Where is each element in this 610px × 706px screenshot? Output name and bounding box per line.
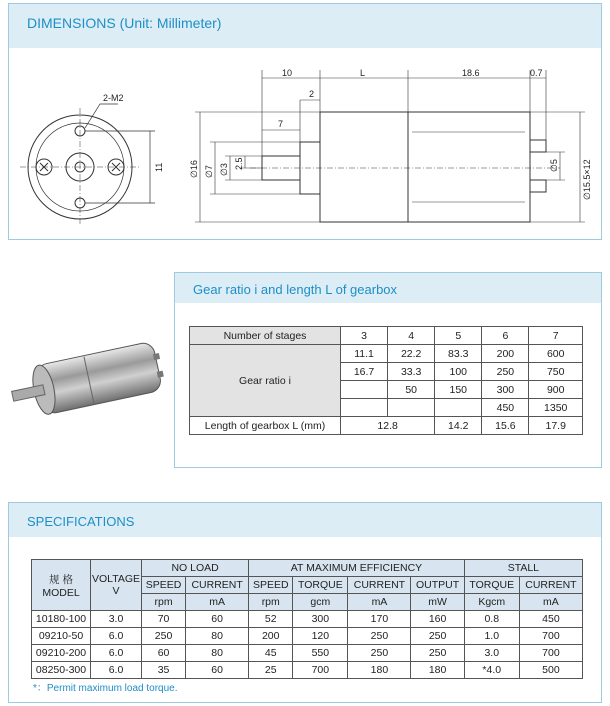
spec-cell: 120 bbox=[293, 628, 348, 645]
unit-kgcm: Kgcm bbox=[464, 594, 519, 611]
spec-cell: 170 bbox=[348, 611, 411, 628]
length-cell: 17.9 bbox=[529, 417, 583, 435]
side-view bbox=[195, 70, 585, 222]
unit-gcm: gcm bbox=[293, 594, 348, 611]
spec-cell: 80 bbox=[186, 628, 249, 645]
spec-cell: 3.0 bbox=[464, 645, 519, 662]
ratio-cell bbox=[435, 399, 482, 417]
table-row bbox=[190, 345, 583, 363]
col-speed: SPEED bbox=[249, 577, 293, 594]
ratio-cell: 11.1 bbox=[341, 345, 388, 363]
spec-cell: 10180-100 bbox=[32, 611, 91, 628]
stage-cell: 3 bbox=[341, 327, 388, 345]
spec-cell: 52 bbox=[249, 611, 293, 628]
voltage-label: VOLTAGE bbox=[91, 573, 141, 585]
stage-cell: 7 bbox=[529, 327, 583, 345]
table-row bbox=[190, 327, 583, 345]
spec-cell: 6.0 bbox=[91, 645, 142, 662]
label-d3: ∅3 bbox=[219, 163, 229, 176]
motor-terminal-bottom bbox=[157, 371, 164, 378]
spec-cell: 250 bbox=[142, 628, 186, 645]
length-label: Length of gearbox L (mm) bbox=[190, 417, 341, 435]
label-d16: ∅16 bbox=[189, 160, 199, 178]
stages-label: Number of stages bbox=[190, 327, 341, 345]
dimensions-title: DIMENSIONS (Unit: Millimeter) bbox=[27, 15, 222, 31]
stage-cell: 4 bbox=[388, 327, 435, 345]
ratio-cell: 750 bbox=[529, 363, 583, 381]
stage-cell: 6 bbox=[482, 327, 529, 345]
unit-ma: mA bbox=[186, 594, 249, 611]
spec-cell: 6.0 bbox=[91, 662, 142, 679]
spec-cell: 180 bbox=[348, 662, 411, 679]
spec-cell: *4.0 bbox=[464, 662, 519, 679]
col-current: CURRENT bbox=[519, 577, 582, 594]
dimension-drawing bbox=[0, 0, 610, 245]
model-label: MODEL bbox=[42, 586, 80, 599]
spec-cell: 45 bbox=[249, 645, 293, 662]
ratio-cell: 900 bbox=[529, 381, 583, 399]
specifications-title: SPECIFICATIONS bbox=[27, 514, 135, 529]
length-cell: 14.2 bbox=[435, 417, 482, 435]
spec-cell: 25 bbox=[249, 662, 293, 679]
motor-terminal-top bbox=[153, 353, 160, 360]
table-row bbox=[190, 417, 583, 435]
unit-ma: mA bbox=[348, 594, 411, 611]
col-output: OUTPUT bbox=[411, 577, 464, 594]
stage-cell: 5 bbox=[435, 327, 482, 345]
label-10: 10 bbox=[282, 68, 293, 78]
front-view bbox=[20, 104, 155, 225]
gear-ratio-title: Gear ratio i and length L of gearbox bbox=[193, 282, 398, 297]
label-2-5: 2.5 bbox=[234, 157, 244, 170]
spec-cell: 0.8 bbox=[464, 611, 519, 628]
spec-cell: 60 bbox=[186, 611, 249, 628]
spec-cell: 160 bbox=[411, 611, 464, 628]
spec-cell: 08250-300 bbox=[32, 662, 91, 679]
ratio-cell: 33.3 bbox=[388, 363, 435, 381]
ratio-cell: 150 bbox=[435, 381, 482, 399]
unit-rpm: rpm bbox=[249, 594, 293, 611]
motor-photo bbox=[10, 330, 180, 530]
spec-cell: 700 bbox=[293, 662, 348, 679]
ratio-cell: 200 bbox=[482, 345, 529, 363]
unit-rpm: rpm bbox=[142, 594, 186, 611]
unit-mw: mW bbox=[411, 594, 464, 611]
max-eff-header: AT MAXIMUM EFFICIENCY bbox=[249, 560, 465, 577]
spec-cell: 80 bbox=[186, 645, 249, 662]
label-d7: ∅7 bbox=[204, 165, 214, 178]
col-current: CURRENT bbox=[186, 577, 249, 594]
spec-cell: 700 bbox=[519, 628, 582, 645]
ratio-label: Gear ratio i bbox=[190, 345, 341, 417]
table-row bbox=[32, 645, 583, 662]
table-row bbox=[32, 628, 583, 645]
table-row bbox=[32, 611, 583, 628]
ratio-cell: 300 bbox=[482, 381, 529, 399]
side-motor bbox=[408, 112, 530, 222]
side-motor-lines bbox=[412, 132, 525, 202]
model-header bbox=[32, 560, 91, 611]
label-2-m2: 2-M2 bbox=[103, 93, 124, 103]
unit-ma: mA bbox=[519, 594, 582, 611]
no-load-header: NO LOAD bbox=[142, 560, 249, 577]
model-cn-label: 规 格 bbox=[49, 573, 73, 586]
label-18-6: 18.6 bbox=[462, 68, 480, 78]
ratio-cell: 1350 bbox=[529, 399, 583, 417]
spec-cell: 1.0 bbox=[464, 628, 519, 645]
label-2: 2 bbox=[309, 89, 315, 99]
label-d5: ∅5 bbox=[549, 159, 559, 172]
spec-cell: 300 bbox=[293, 611, 348, 628]
side-extension-lines bbox=[262, 70, 546, 156]
spec-cell: 60 bbox=[142, 645, 186, 662]
ratio-cell: 16.7 bbox=[341, 363, 388, 381]
spec-cell: 180 bbox=[411, 662, 464, 679]
col-current: CURRENT bbox=[348, 577, 411, 594]
spec-cell: 250 bbox=[348, 645, 411, 662]
col-speed: SPEED bbox=[142, 577, 186, 594]
spec-cell: 250 bbox=[411, 628, 464, 645]
specifications-header bbox=[9, 503, 601, 537]
voltage-header bbox=[91, 560, 142, 611]
voltage-unit: V bbox=[112, 585, 120, 597]
length-cell: 15.6 bbox=[482, 417, 529, 435]
ratio-cell: 50 bbox=[388, 381, 435, 399]
gear-ratio-header bbox=[175, 273, 601, 303]
specifications-panel bbox=[8, 502, 602, 703]
label-d15-5x12: ∅15.5×12 bbox=[582, 159, 592, 200]
spec-cell: 35 bbox=[142, 662, 186, 679]
label-7: 7 bbox=[278, 119, 284, 129]
ratio-cell bbox=[341, 381, 388, 399]
ratio-cell: 100 bbox=[435, 363, 482, 381]
gear-ratio-panel bbox=[174, 272, 602, 468]
side-gearbox bbox=[320, 112, 408, 222]
label-0-7: 0.7 bbox=[530, 68, 543, 78]
label-11: 11 bbox=[154, 162, 164, 172]
ratio-cell: 83.3 bbox=[435, 345, 482, 363]
spec-cell: 450 bbox=[519, 611, 582, 628]
ratio-cell bbox=[341, 399, 388, 417]
col-torque: TORQUE bbox=[464, 577, 519, 594]
specs-footnote: *：Permit maximum load torque. bbox=[33, 683, 178, 694]
specifications-table bbox=[31, 559, 583, 679]
spec-cell: 550 bbox=[293, 645, 348, 662]
spec-cell: 3.0 bbox=[91, 611, 142, 628]
spec-cell: 70 bbox=[142, 611, 186, 628]
spec-cell: 250 bbox=[411, 645, 464, 662]
spec-cell: 09210-200 bbox=[32, 645, 91, 662]
spec-cell: 6.0 bbox=[91, 628, 142, 645]
table-row bbox=[32, 662, 583, 679]
length-cell: 12.8 bbox=[341, 417, 435, 435]
spec-cell: 60 bbox=[186, 662, 249, 679]
ratio-cell: 250 bbox=[482, 363, 529, 381]
col-torque: TORQUE bbox=[293, 577, 348, 594]
ratio-cell: 22.2 bbox=[388, 345, 435, 363]
spec-cell: 500 bbox=[519, 662, 582, 679]
table-row bbox=[32, 560, 583, 577]
side-terminals bbox=[530, 140, 546, 192]
spec-cell: 700 bbox=[519, 645, 582, 662]
spec-cell: 250 bbox=[348, 628, 411, 645]
spec-cell: 09210-50 bbox=[32, 628, 91, 645]
label-L: L bbox=[360, 68, 366, 78]
ratio-cell bbox=[388, 399, 435, 417]
ratio-cell: 450 bbox=[482, 399, 529, 417]
stall-header: STALL bbox=[464, 560, 582, 577]
spec-cell: 200 bbox=[249, 628, 293, 645]
ratio-cell: 600 bbox=[529, 345, 583, 363]
gear-ratio-table bbox=[189, 326, 583, 435]
side-dim-2 bbox=[300, 100, 320, 142]
